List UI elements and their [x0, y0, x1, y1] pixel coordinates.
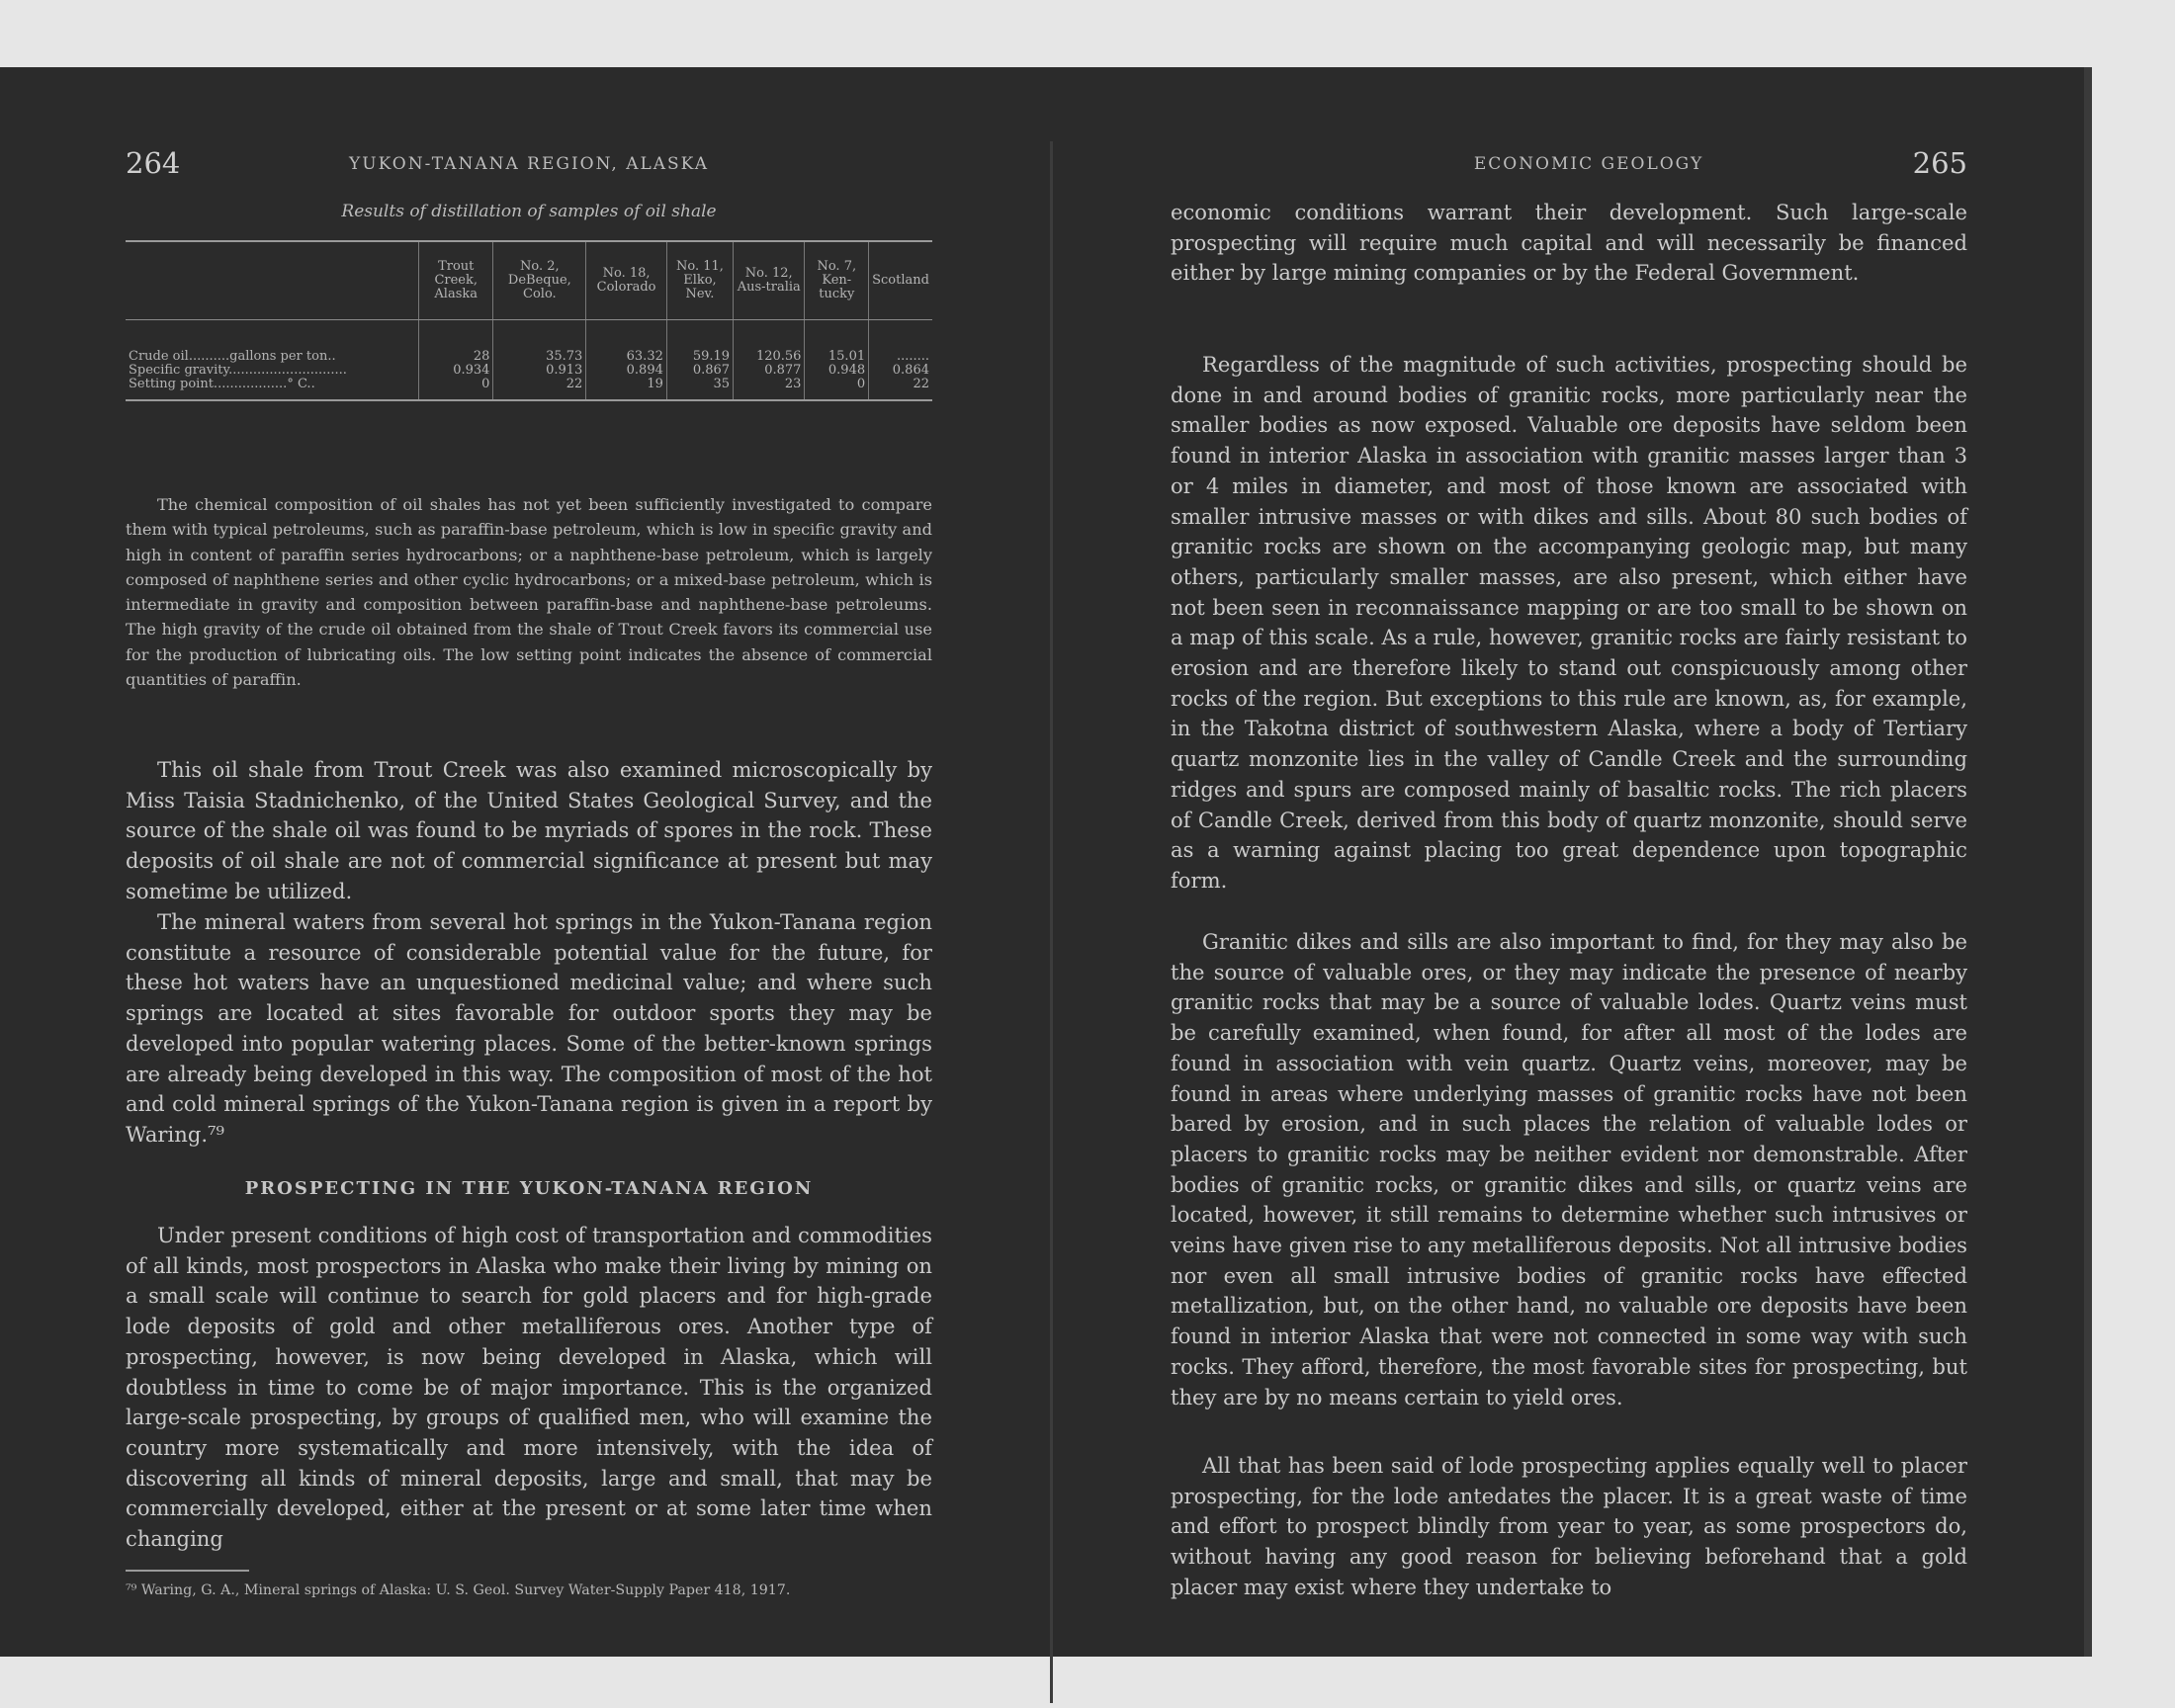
running-title: ECONOMIC GEOLOGY	[1473, 154, 1704, 174]
table-row	[126, 378, 932, 400]
table-cell: 28	[419, 320, 493, 365]
paragraph-mineral-waters: The mineral waters from several hot springs in the Yukon-Tanana region constitute a resource of considerable potential value for the future, for these hot waters have an unquestioned medicinal value; and where such springs are located at sites favorable for outdoor sports they may be developed into popular watering places. Some of the better-known springs are already being developed in this way. The composition of most of the hot and cold mineral springs of the Yukon-Tanana region is given in a report by Waring.⁷⁹	[126, 909, 932, 1147]
column-header: No. 12, Aus-tralia	[734, 241, 805, 320]
paragraph-placer-prospecting: All that has been said of lode prospecting applies equally well to placer prospecting, for the lode antedates the placer. It is a great waste of time and effort to prospect blindly from year to year, as some prospectors do, without having any good reason for believing beforehand that a gold placer may exist where they undertake to	[1171, 1453, 1967, 1599]
paragraph-prospecting-intro: Under present conditions of high cost of transportation and commodities of all kinds, most prospectors in Alaska who make their living by mining on a small scale will continue to search for gold placers and for high-grade lode deposits of gold and other metalliferous ores. Another type of prospecting, however, is now being developed in Alaska, which will doubtless in time to come be of major importance. This is the organized large-scale prospecting, by groups of qualified men, who will examine the country more systematically and more intensively, with the idea of discovering all kinds of mineral deposits, large and small, that may be commercially developed, either at the present or at some later time when changing	[126, 1223, 932, 1552]
table-cell: 35.73	[493, 320, 586, 365]
table-cell: 0.864	[869, 364, 932, 378]
table-cell: 0.894	[586, 364, 667, 378]
table-cell: 0.877	[734, 364, 805, 378]
table-cell: 35	[666, 378, 733, 400]
table-cell: 120.56	[734, 320, 805, 365]
section-heading: PROSPECTING IN THE YUKON-TANANA REGION	[244, 1178, 814, 1199]
column-header: No. 11, Elko, Nev.	[666, 241, 733, 320]
table-cell: 22	[869, 378, 932, 400]
table-cell: 0.934	[419, 364, 493, 378]
table-corner-cell	[126, 241, 419, 320]
paragraph-dikes-and-veins: Granitic dikes and sills are also important to find, for they may also be the source of valuable ores, or they may indicate the presence of nearby granitic rocks that may be a source of valuable lodes. Quartz veins must be carefully examined, when found, for after all most of the lodes are found in association with vein quartz. Quartz veins, moreover, may be found in areas where underlying masses of granitic rocks have not been bared by erosion, and in such places the relation of valuable lodes or placers to granitic rocks may be neither evident nor demonstrable. After bodies of granitic rocks, or granitic dikes and sills, or quartz veins are located, however, it still remains to determine whether such intrusives or veins have given rise to any metalliferous deposits. Not all intrusive bodies nor even all small intrusive bodies of granitic rocks have effected metallization, but, on the other hand, no valuable ore deposits have been found in interior Alaska that were not connected in some way with such rocks. They afford, therefore, the most favorable sites for prospecting, but they are by no means certain to yield ores.	[1171, 929, 1967, 1409]
column-header: No. 7, Ken-tucky	[805, 241, 869, 320]
right-running-head	[1171, 146, 1967, 186]
paragraph-oil-shale-composition: The chemical composition of oil shales has not yet been sufficiently investigated to compare them with typical petroleums, such as paraffin-base petroleum, which is low in specific gravity and high in content of paraffin series hydrocarbons; or a naphthene-base petroleum, which is largely composed of naphthene series and other cyclic hydrocarbons; or a mixed-base petroleum, which is intermediate in gravity and composition between paraffin-base and naphthene-base petroleums. The high gravity of the crude oil obtained from the shale of Trout Creek favors its commercial use for the production of lubricating oils. The low setting point indicates the absence of commercial quantities of paraffin.	[126, 495, 932, 690]
row-label: Setting point..................° C..	[126, 378, 419, 400]
page-number: 265	[1912, 146, 1967, 180]
table-cell: 0.948	[805, 364, 869, 378]
page-edge	[2084, 67, 2092, 1657]
footnote-rule	[126, 1570, 249, 1572]
table-cell: 0.867	[666, 364, 733, 378]
table-cell: ........	[869, 320, 932, 365]
table-cell: 23	[734, 378, 805, 400]
table-row	[126, 320, 932, 365]
table-cell: 0	[805, 378, 869, 400]
column-header: No. 2, DeBeque, Colo.	[493, 241, 586, 320]
paragraph-microscopic-exam: This oil shale from Trout Creek was also examined microscopically by Miss Taisia Stadnichenko, of the United States Geological Survey, and the source of the shale oil was found to be myriads of spores in the rock. These deposits of oil shale are not of commercial significance at present but may sometime be utilized.	[126, 757, 932, 903]
column-header: Scotland	[869, 241, 932, 320]
left-running-head	[126, 146, 932, 186]
paragraph-granitic-rocks: Regardless of the magnitude of such activities, prospecting should be done in and around bodies of granitic rocks, more particularly near the smaller bodies as now exposed. Valuable ore deposits have seldom been found in interior Alaska in association with granitic masses larger than 3 or 4 miles in diameter, and most of those known are associated with smaller intrusive masses or with dikes and sills. About 80 such bodies of granitic rocks are shown on the accompanying geologic map, but many others, particularly smaller masses, are also present, which either have not been seen in reconnaissance mapping or are too small to be shown on a map of this scale. As a rule, however, granitic rocks are fairly resistant to erosion and are therefore likely to stand out conspicuously among other rocks of the region. But exceptions to this rule are known, as, for example, in the Takotna district of southwestern Alaska, where a body of Tertiary quartz monzonite lies in the valley of Candle Creek and the surrounding ridges and spurs are composed mainly of basaltic rocks. The rich placers of Candle Creek, derived from this body of quartz monzonite, should serve as a warning against placing too great dependence upon topographic form.	[1171, 352, 1967, 893]
column-header: No. 18, Colorado	[586, 241, 667, 320]
distillation-table	[126, 240, 932, 401]
running-title: YUKON-TANANA REGION, ALASKA	[349, 154, 709, 174]
column-header: Trout Creek, Alaska	[419, 241, 493, 320]
table-caption: Results of distillation of samples of oil shale	[341, 202, 717, 221]
table-cell: 59.19	[666, 320, 733, 365]
table-cell: 0	[419, 378, 493, 400]
footnote: ⁷⁹ Waring, G. A., Mineral springs of Alaska: U. S. Geol. Survey Water-Supply Paper 418, 1917.	[126, 1582, 791, 1598]
book-spread	[0, 67, 2084, 1657]
table-cell: 15.01	[805, 320, 869, 365]
table-cell: 0.913	[493, 364, 586, 378]
table-cell: 22	[493, 378, 586, 400]
paragraph-continued: economic conditions warrant their development. Such large-scale prospecting will require much capital and will necessarily be financed either by large mining companies or by the Federal Government.	[1171, 200, 1967, 286]
table-cell: 19	[586, 378, 667, 400]
book-gutter	[1050, 141, 1053, 1703]
row-label: Specific gravity.............................	[129, 363, 347, 378]
table-row	[126, 364, 932, 378]
table-cell: 63.32	[586, 320, 667, 365]
table-header-row	[126, 241, 932, 320]
page-number: 264	[126, 146, 181, 180]
row-label: Crude oil..........gallons per ton..	[129, 349, 336, 364]
